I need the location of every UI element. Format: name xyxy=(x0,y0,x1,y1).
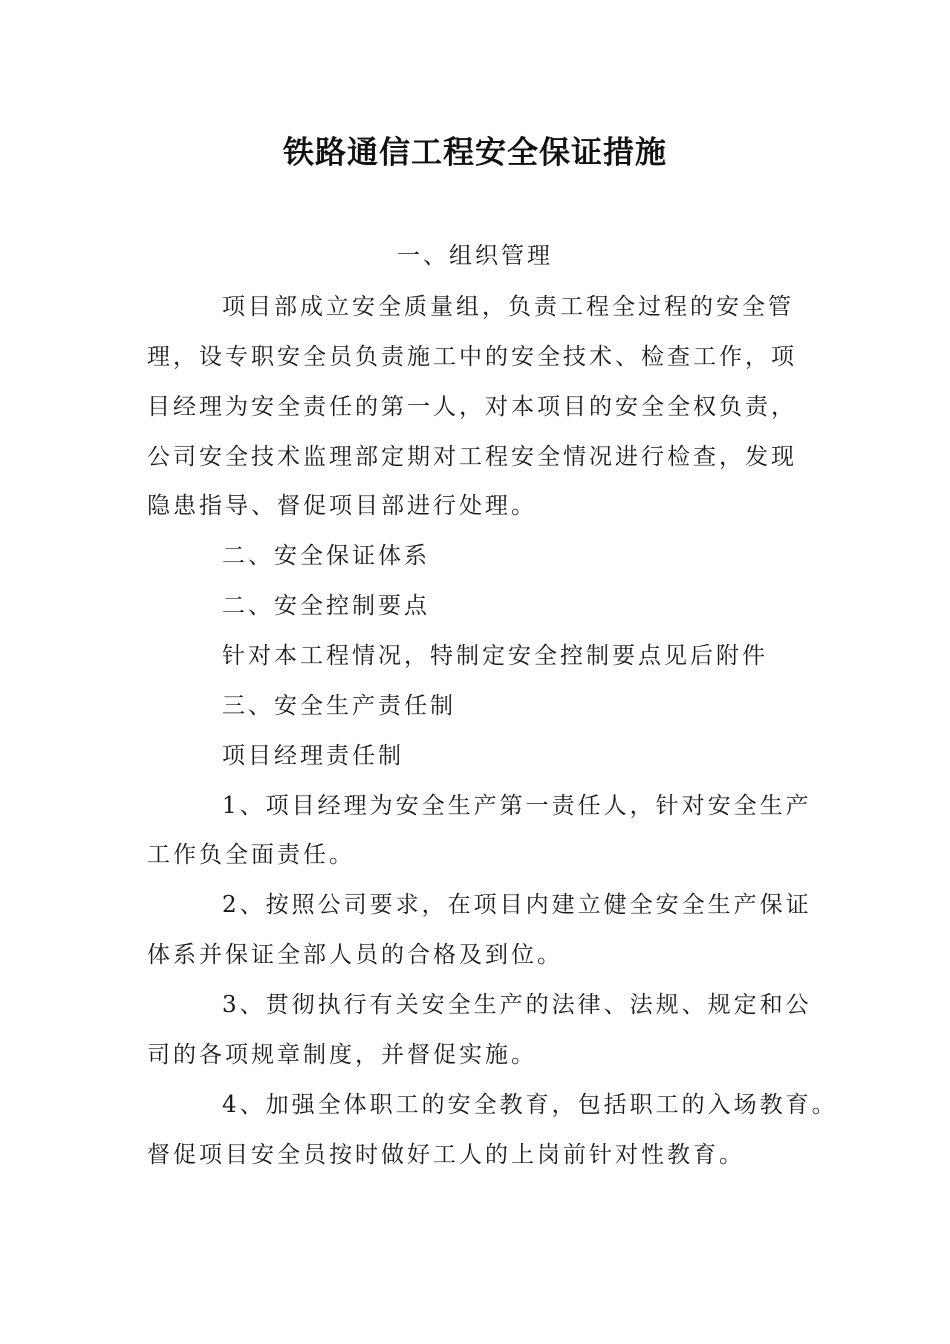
list-item-line: 4、加强全体职工的安全教育，包括职工的入场教育。 xyxy=(222,1092,838,1118)
paragraph-line: 目经理为安全责任的第一人，对本项目的安全全权负责， xyxy=(147,394,797,420)
section-heading-safety-system: 二、安全保证体系 xyxy=(222,543,430,569)
list-item-line: 3、贯彻执行有关安全生产的法律、法规、规定和公 xyxy=(222,992,812,1018)
paragraph-line: 项目部成立安全质量组，负责工程全过程的安全管 xyxy=(222,294,794,320)
list-item-line: 工作负全面责任。 xyxy=(147,842,355,868)
document-title: 铁路通信工程安全保证措施 xyxy=(283,135,667,171)
paragraph-line: 针对本工程情况，特制定安全控制要点见后附件 xyxy=(222,643,768,669)
paragraph-line: 公司安全技术监理部定期对工程安全情况进行检查，发现 xyxy=(147,444,797,470)
section-heading-organization: 一、组织管理 xyxy=(397,243,553,269)
list-item-line: 司的各项规章制度，并督促实施。 xyxy=(147,1042,537,1068)
list-item-line: 督促项目安全员按时做好工人的上岗前针对性教育。 xyxy=(147,1142,745,1168)
paragraph-line: 理，设专职安全员负责施工中的安全技术、检查工作，项 xyxy=(147,344,797,370)
list-item-line: 1、项目经理为安全生产第一责任人，针对安全生产 xyxy=(222,793,812,819)
list-item-line: 2、按照公司要求，在项目内建立健全安全生产保证 xyxy=(222,892,812,918)
section-heading-responsibility: 三、安全生产责任制 xyxy=(222,693,456,719)
list-item-line: 体系并保证全部人员的合格及到位。 xyxy=(147,942,563,968)
subheading-manager-responsibility: 项目经理责任制 xyxy=(222,743,404,769)
section-heading-control-points: 二、安全控制要点 xyxy=(222,593,430,619)
paragraph-line: 隐患指导、督促项目部进行处理。 xyxy=(147,493,537,519)
